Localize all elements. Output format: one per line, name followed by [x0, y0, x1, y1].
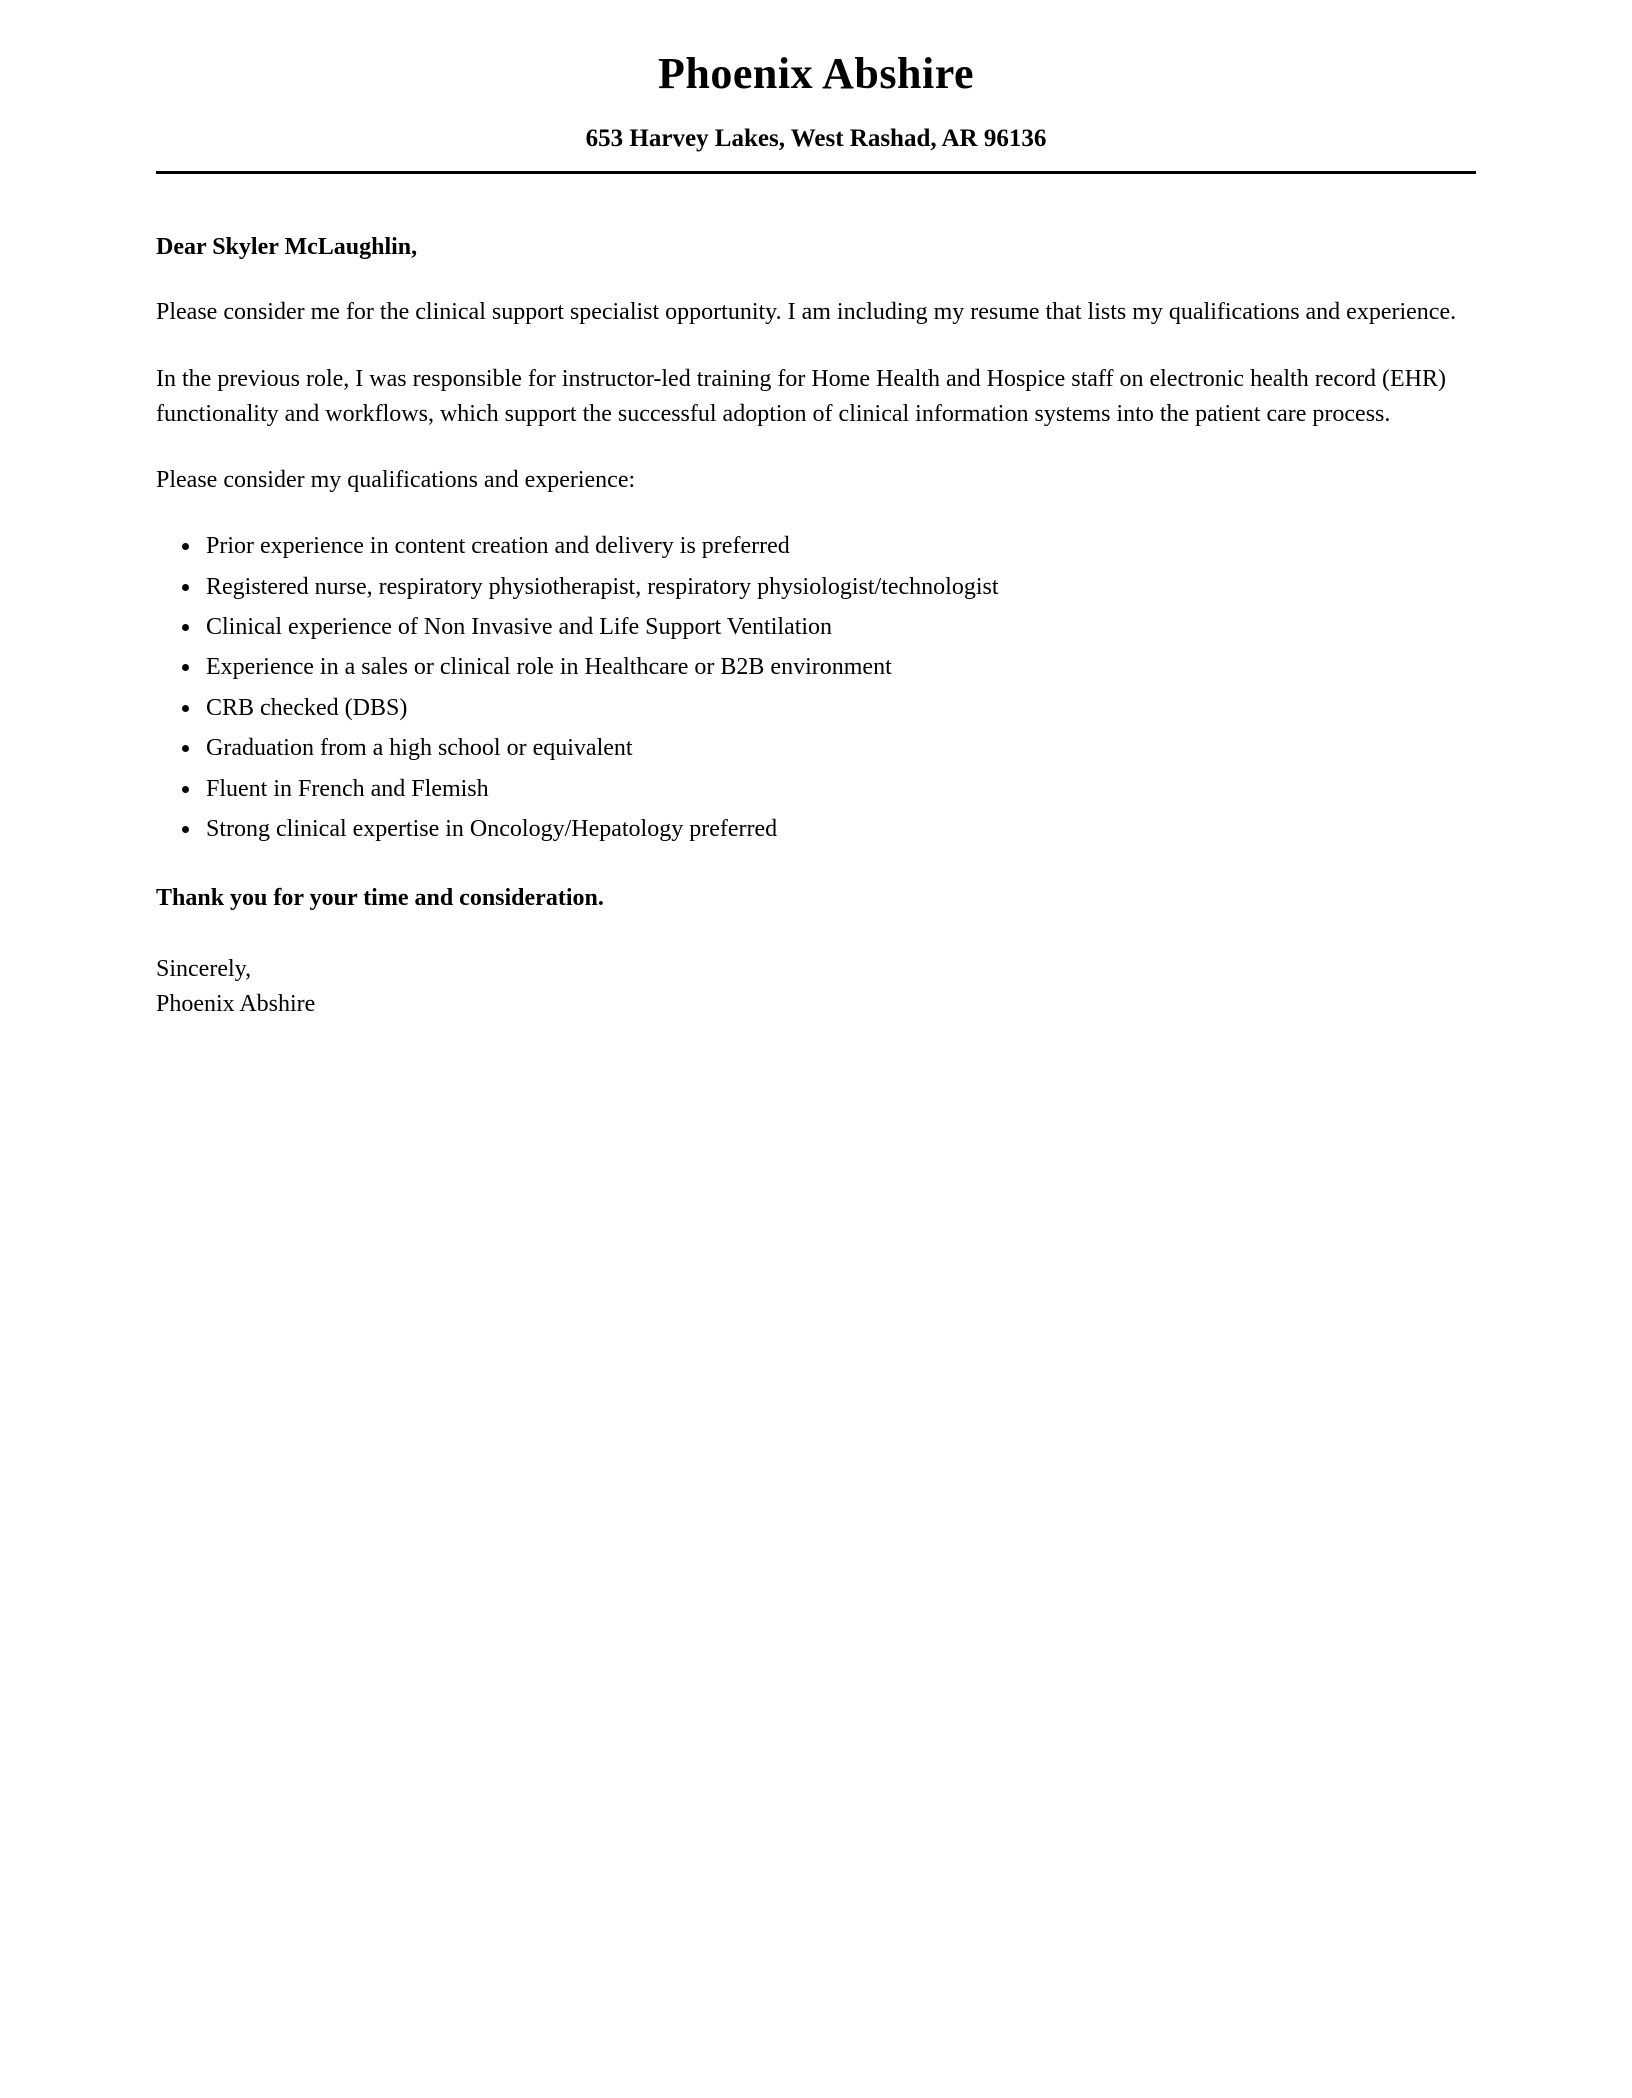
list-item: • Graduation from a high school or equivalent	[202, 732, 1476, 764]
list-item: • Clinical experience of Non Invasive and Life Support Ventilation	[202, 611, 1476, 643]
qualifications-list	[156, 530, 1476, 845]
paragraph-previous-role: In the previous role, I was responsible for instructor-led training for Home Health and Hospice staff on electronic health record (EHR) functionality and workflows, which support the successful adoption of clinical information systems into the patient care process.	[156, 365, 1446, 427]
closing-thanks: Thank you for your time and consideration.	[156, 885, 604, 912]
paragraph-qualifications-lead: Please consider my qualifications and experience:	[156, 467, 636, 494]
list-item: • Prior experience in content creation and delivery is preferred	[202, 530, 1476, 562]
list-item: • CRB checked (DBS)	[202, 692, 1476, 724]
list-item: • Strong clinical expertise in Oncology/Hepatology preferred	[202, 813, 1476, 845]
signature-name: Phoenix Abshire	[156, 991, 316, 1018]
paragraph-intro: Please consider me for the clinical support specialist opportunity. I am including my resume that lists my qualifications and experience.	[156, 299, 1457, 325]
letter-author-address: 653 Harvey Lakes, West Rashad, AR 96136	[585, 125, 1047, 152]
list-item: • Registered nurse, respiratory physiotherapist, respiratory physiologist/technologist	[202, 571, 1476, 603]
list-item: • Fluent in French and Flemish	[202, 773, 1476, 805]
signoff: Sincerely,	[156, 956, 252, 983]
salutation: Dear Skyler McLaughlin,	[156, 234, 418, 260]
header-divider	[156, 171, 1476, 174]
letter-author-name: Phoenix Abshire	[658, 49, 974, 98]
list-item: • Experience in a sales or clinical role in Healthcare or B2B environment	[202, 651, 1476, 683]
